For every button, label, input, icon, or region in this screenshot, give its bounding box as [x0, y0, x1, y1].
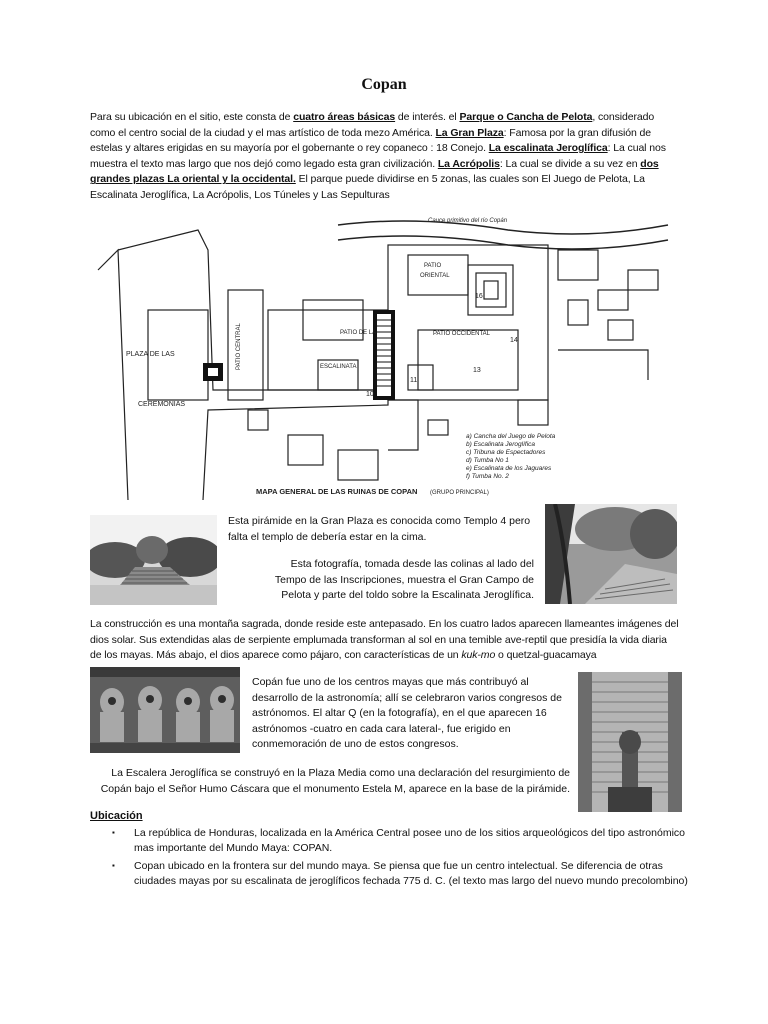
- intro-text-1: Para su ubicación en el sitio, este consta de: [90, 111, 294, 123]
- page-title: Copan: [361, 76, 407, 93]
- intro-text-5: : La cual nos muestra el texto mas largo que nos dejó como legado esta gran civilización.: [90, 142, 666, 170]
- map-label-escalinata: ESCALINATA: [320, 364, 357, 370]
- mid-text-1: La construcción es una montaña sagrada, donde reside este antepasado. En los cuatro lados aparecen llameantes imágenes del dios solar. Sus extendidas alas de serpiente emplumada transforman al sol en una temible ave-reptil que presidía la vida diaria de los mayas. Más abajo, el dios aparece como pájaro, con características de un: [90, 618, 679, 662]
- map-label-patio-occidental: PATIO OCCIDENTAL: [433, 331, 491, 337]
- map-legend-b: b) Escalinata Jeroglífica: [466, 441, 536, 448]
- map-legend-c: c) Tribuna de Espectadores: [466, 449, 546, 456]
- bullet-icon: ▪: [112, 828, 115, 837]
- map-caption-small: (GRUPO PRINCIPAL): [430, 490, 489, 496]
- mid-italic: kuk-mo: [461, 649, 496, 662]
- ubicacion-list: [90, 826, 690, 892]
- intro-paragraph: [90, 110, 680, 204]
- map-caption: MAPA GENERAL DE LAS RUINAS DE COPAN: [256, 487, 418, 496]
- intro-bold-6: dos grandes plazas La oriental y la occidental.: [90, 157, 659, 186]
- list-item: [90, 826, 690, 855]
- map-legend-a: a) Cancha del Juego de Pelota: [466, 433, 556, 440]
- caption-temple-4: Esta pirámide en la Gran Plaza es conocida como Templo 4 pero falta el templo de debería estar en la cima.: [228, 515, 531, 543]
- caption-stairway: La Escalera Jeroglífica se construyó en la Plaza Media como una declaración del resurgimiento de Copán bajo el Señor Humo Cáscara que el monumento Estela M, aparece en la base de la pirámide.: [100, 767, 570, 795]
- intro-bold-1: cuatro áreas básicas: [293, 111, 396, 123]
- map-label-patio-oriental-1: PATIO: [424, 263, 442, 269]
- intro-text-6: : La cual se divide a su vez en: [499, 157, 641, 170]
- map-label-patio-central: PATIO CENTRAL: [236, 323, 242, 370]
- ballcourt-photo: [545, 504, 677, 604]
- intro-bold-3: La Gran Plaza: [435, 126, 504, 139]
- intro-bold-5: La Acrópolis: [437, 157, 500, 170]
- intro-text-4: : Famosa por la gran difusión de estelas y altares erigidas en su mayoría por el gobernante o rey copaneco : 18 Conejo.: [90, 126, 652, 155]
- map-label-patio-oriental-2: ORIENTAL: [420, 273, 450, 279]
- altar-q-photo: [90, 667, 240, 753]
- map-legend-d: d) Tumba No 1: [466, 457, 509, 464]
- caption-ballcourt: Esta fotografía, tomada desde las colinas al lado del Tempo de las Inscripciones, muestra el Gran Campo de Pelota y parte del toldo sobre la Escalinata Jeroglífica.: [274, 558, 534, 602]
- mid-paragraph: [90, 617, 680, 664]
- map-legend: [466, 433, 556, 480]
- list-item-text: Copan ubicado en la frontera sur del mundo maya. Se piensa que fue un centro intelectual. Se diferencia de otras ciudades mayas por su escalinata de jeroglíficos fechada 775 d. C. (el texto mas largo del nuevo mundo precolombino): [134, 860, 688, 887]
- map-label-13: 13: [473, 367, 481, 374]
- pyramid-photo: [90, 515, 217, 605]
- ruins-map-drawing: [88, 210, 670, 500]
- caption-altar-q: Copán fue uno de los centros mayas que más contribuyó al desarrollo de la astronomía; allí se celebraron varios congresos de astrónomos. El altar Q (en la fotografía), en el que aparecen 16 astrónomos -cuatro en cada cara lateral-, fue erigido en conmemoración de uno de estos congresos.: [252, 676, 562, 751]
- intro-bold-2: Parque o Cancha de Pelota: [459, 111, 593, 123]
- ubicacion-heading: Ubicación: [90, 810, 143, 822]
- bullet-icon: ▪: [112, 861, 115, 870]
- map-legend-f: f) Tumba No. 2: [466, 473, 509, 480]
- intro-text-7: El parque puede dividirse en 5 zonas, las cuales son El Juego de Pelota, La Escalinata Jeroglífica, La Acrópolis, Los Túneles y Las Sepulturas: [90, 173, 645, 201]
- map-label-patio-de-la: PATIO DE LA: [340, 330, 377, 336]
- ruins-map: [88, 210, 670, 500]
- map-label-14: 14: [510, 337, 518, 344]
- map-label-plaza-1: PLAZA DE LAS: [126, 351, 175, 358]
- intro-bold-4: La escalinata Jeroglífica: [488, 142, 608, 155]
- map-label-plaza-2: CEREMONIAS: [138, 401, 186, 408]
- list-item: [90, 859, 690, 888]
- map-label-11: 11: [410, 377, 418, 384]
- map-label-10: 10: [366, 391, 374, 398]
- stairway-photo: [578, 672, 682, 812]
- intro-text-2: de interés. el: [395, 111, 460, 123]
- map-label-16: 16: [475, 293, 483, 300]
- intro-text-3: , considerado como el centro social de la ciudad y el mas artístico de toda mezo América.: [90, 111, 655, 139]
- list-item-text: La república de Honduras, localizada en la América Central posee uno de los sitios arqueológicos del tipo astronómico mas importante del Mundo Maya: COPAN.: [134, 827, 685, 854]
- map-river-label: Cauce primitivo del río Copán: [428, 218, 508, 224]
- mid-text-2: o quetzal-guacamaya: [495, 649, 597, 662]
- map-legend-e: e) Escalinata de los Jaguares: [466, 465, 552, 472]
